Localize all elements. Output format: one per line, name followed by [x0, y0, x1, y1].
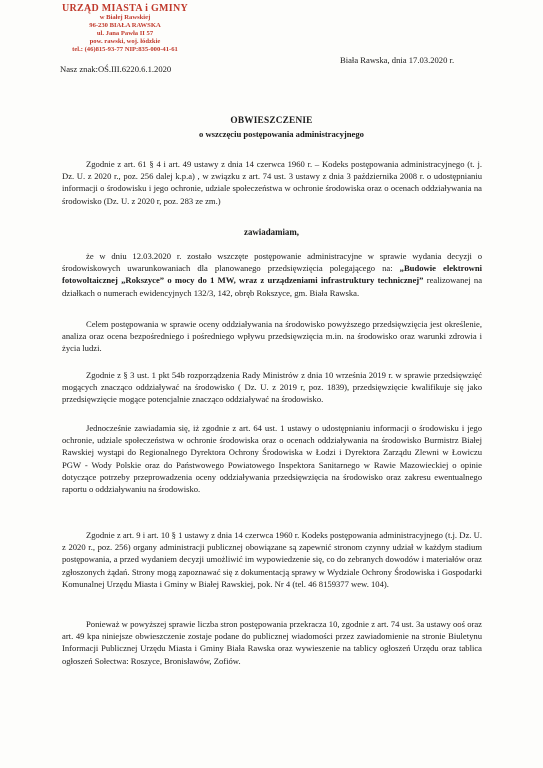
- document-title: OBWIESZCZENIE: [230, 116, 313, 126]
- stamp-line: ul. Jana Pawła II 57: [96, 30, 154, 37]
- announcement-keyword: zawiadamiam,: [244, 227, 299, 237]
- reference-number: Nasz znak:OŚ.III.6220.6.1.2020: [60, 64, 172, 74]
- proceeding-text-end: realizowanej na działkach o numerach ewidencyjnych 132/3, 142, obręb Rokszyce, gm. Biała Rawska.: [62, 275, 483, 298]
- office-stamp: [50, 3, 200, 54]
- opinions-paragraph: Jednocześnie zawiadamia się, iż zgodnie z art. 64 ust. 1 ustawy o udostępnianiu informacji o środowisku i jego ochronie, udziale społeczeństwa w ochronie środowiska oraz o ocenach oddziaływania na środowisko Burmistrz Białej Rawskiej wystąpi do Regionalnego Dyrektora Ochrony Środowiska w Łodzi i Dyrektora Zarządu Zlewni w Łowiczu PGW - Wody Polskie oraz do Państwowego Powiatowego Inspektora Sanitarnego w Rawie Mazowieckiej o opinie dotyczące potrzeby przeprowadzenia oceny oddziaływania przedsięwzięcia na środowisko oraz zakresu ewentualnego raportu o oddziaływaniu na środowisko.: [62, 423, 482, 495]
- stamp-line: 96-230 BIAŁA RAWSKA: [89, 22, 161, 29]
- legal-basis-paragraph: Zgodnie z art. 61 § 4 i art. 49 ustawy z dnia 14 czerwca 1960 r. – Kodeks postępowania administracyjnego (t. j. Dz. U. z 2020 r., poz. 256 dalej k.p.a) , w związku z art. 74 ust. 3 ustawy z dnia 3 października 2008 r. o udostępnianiu informacji o środowisku i jego ochronie, udziale społeczeństwa w ochronie środowiska oraz o ocenach oddziaływania na środowisko (Dz. U. z 2020 r, poz. 283 ze zm.): [62, 159, 482, 206]
- project-name: „Budowie elektrowni fotowoltaicznej „Rokszyce” o mocy do 1 MW, wraz z urządzeniami infrastruktury technicznej”: [62, 263, 482, 286]
- proceeding-paragraph: [62, 250, 482, 299]
- stamp-line: w Białej Rawskiej: [99, 14, 151, 21]
- regulation-paragraph: Zgodnie z § 3 ust. 1 pkt 54b rozporządzenia Rady Ministrów z dnia 10 września 2019 r. w sprawie przedsięwzięć mogących znacząco oddziaływać na środowisko ( Dz. U. z 2019 r, poz. 1839), przedsięwzięcie kwalifikuje się jako przedsięwzięcie mogące potencjalnie znacząco oddziaływać na środowisko.: [62, 370, 482, 405]
- place-and-date: Biała Rawska, dnia 17.03.2020 r.: [340, 55, 455, 65]
- parties-rights-paragraph: Zgodnie z art. 9 i art. 10 § 1 ustawy z dnia 14 czerwca 1960 r. Kodeks postępowania administracyjnego (t.j. Dz. U. z 2020 r., poz. 256) organy administracji publicznej obowiązane są zapewnić stronom czynny udział w każdym stadium postępowania, a przed wydaniem decyzji umożliwić im wypowiedzenie się, co do zebranych dowodów i materiałów oraz zgłoszonych żądań. Strony mogą zapoznawać się z dokumentacją sprawy w Wydziale Ochrony Środowiska i Gospodarki Komunalnej Urzędu Miasta i Gminy w Białej Rawskiej, pok. Nr 4 (tel. 46 8159377 wew. 104).: [62, 530, 482, 589]
- purpose-paragraph: Celem postępowania w sprawie oceny oddziaływania na środowisko powyższego przedsięwzięcia jest określenie, analiza oraz ocena bezpośredniego i pośredniego wpływu przedsięwzięcia m.in. na środowisko oraz warunki zdrowia i życia ludzi.: [62, 319, 482, 354]
- publication-paragraph: Ponieważ w powyższej sprawie liczba stron postępowania przekracza 10, zgodnie z art. 74 ust. 3a ustawy ooś oraz art. 49 kpa niniejsze obwieszczenie zostaje podane do publicznej wiadomości przez zawiadomienie na stronie Biuletynu Informacji Publicznej Urzędu Miasta i Gminy Biała Rawska oraz wywieszenie na tablicy ogłoszeń Urzędu oraz tablica ogłoszeń Sołectwa: Roszyce, Bronisławów, Zofiów.: [62, 619, 482, 666]
- stamp-line: tel.: (46)815-93-77 NIP:835-000-41-61: [72, 46, 178, 53]
- proceeding-text: że w dniu 12.03.2020 r. zostało wszczęte postępowanie administracyjne w sprawie wydania decyzji o środowiskowych uwarunkowaniach dla planowanego przedsięwzięcia polegającego na:: [62, 251, 482, 274]
- stamp-title: URZĄD MIASTA i GMINY: [61, 3, 189, 14]
- document-subtitle: o wszczęciu postępowania administracyjnego: [199, 129, 364, 139]
- stamp-line: pow. rawski, woj. łódzkie: [89, 38, 161, 45]
